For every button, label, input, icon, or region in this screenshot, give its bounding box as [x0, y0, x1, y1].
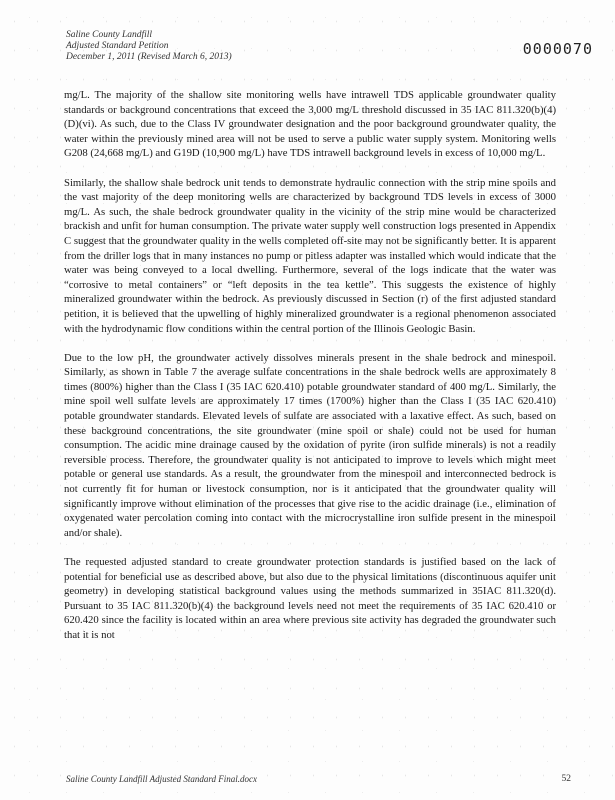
footer-filename: Saline County Landfill Adjusted Standard Final.docx	[66, 774, 257, 784]
page-number: 52	[561, 774, 571, 784]
header-line-2: Adjusted Standard Petition	[66, 41, 169, 51]
paragraph: The requested adjusted standard to create groundwater protection standards is justified based on the lack of potential for beneficial use as described above, but also due to the physical limitations (discontinuous aquifer unit geometry) in developing statistical background values using the methods summarized in 35IAC 811.320(d). Pursuant to 35 IAC 811.320(b)(4) the background levels need not meet the requirements of 35 IAC 620.410 or 620.420 since the facility is located within an area where previous site activity has degraded the groundwater such that it is not	[64, 556, 556, 641]
paragraph: mg/L. The majority of the shallow site monitoring wells have intrawell TDS applicable groundwater quality standards or background concentrations that exceed the 3,000 mg/L threshold discussed in 35 IAC 811.320(b)(4)(D)(vi). As such, due to the Class IV groundwater designation and the poor background groundwater quality, the water within the previously mined area will not be used to serve a public water supply system. Monitoring wells G208 (24,668 mg/L) and G19D (10,900 mg/L) have TDS intrawell background levels in excess of 10,000 mg/L.	[64, 89, 556, 160]
header-line-1: Saline County Landfill	[66, 30, 153, 40]
paragraph: Due to the low pH, the groundwater actively dissolves minerals present in the shale bedrock and minespoil. Similarly, as shown in Table 7 the average sulfate concentrations in the shale bedrock wells are approximately 8 times (800%) higher than the Class I (35 IAC 620.410) potable groundwater standard of 400 mg/L. Similarly, the mine spoil well sulfate levels are approximately 17 times (1700%) higher than the Class I (35 IAC 620.410) potable groundwater standards. Elevated levels of sulfate are associated with a laxative effect. As such, based on these background concentrations, the site groundwater (mine spoil or shale) could not be used for human consumption. The acidic mine drainage caused by the oxidation of pyrite (iron sulfide minerals) is not a readily reversible process. Therefore, the groundwater quality is not anticipated to improve to levels which might meet potable or general use standards. As a result, the groundwater from the minespoil and interconnected bedrock is not currently fit for human or livestock consumption, nor is it anticipated that the groundwater quality will significantly improve without elimination of the processes that give rise to the acidic drainage (i.e., elimination of oxygenated water percolation coming into contact with the microcrystalline iron sulfide present in the minespoil and/or shale).	[64, 351, 556, 539]
document-body	[64, 88, 556, 657]
paragraph: Similarly, the shallow shale bedrock unit tends to demonstrate hydraulic connection with the strip mine spoils and the vast majority of the deep monitoring wells are characterized by background TDS levels in excess of 3000 mg/L. As such, the shale bedrock groundwater quality in the vicinity of the strip mine would be characterized brackish and unfit for human consumption. The private water supply well construction logs presented in Appendix C suggest that the groundwater quality in the wells completed off-site may not be significantly better. It is apparent from the driller logs that in many instances no pump or pitless adapter was installed which would indicate that the water was being conveyed to a local dwelling. Furthermore, several of the logs indicate that the water was “corrosive to metal containers” or “left deposits in the tea kettle”. This suggests the existence of highly mineralized groundwater within the bedrock. As previously discussed in Section (r) of the first adjusted standard petition, it is believed that the upwelling of highly mineralized groundwater is a regional phenomenon associated with the hydrodynamic flow conditions within the central portion of the Illinois Geologic Basin.	[64, 176, 556, 335]
header-line-3: December 1, 2011 (Revised March 6, 2013)	[66, 52, 232, 62]
running-header	[66, 30, 232, 63]
bates-number: 0000070	[522, 40, 593, 58]
